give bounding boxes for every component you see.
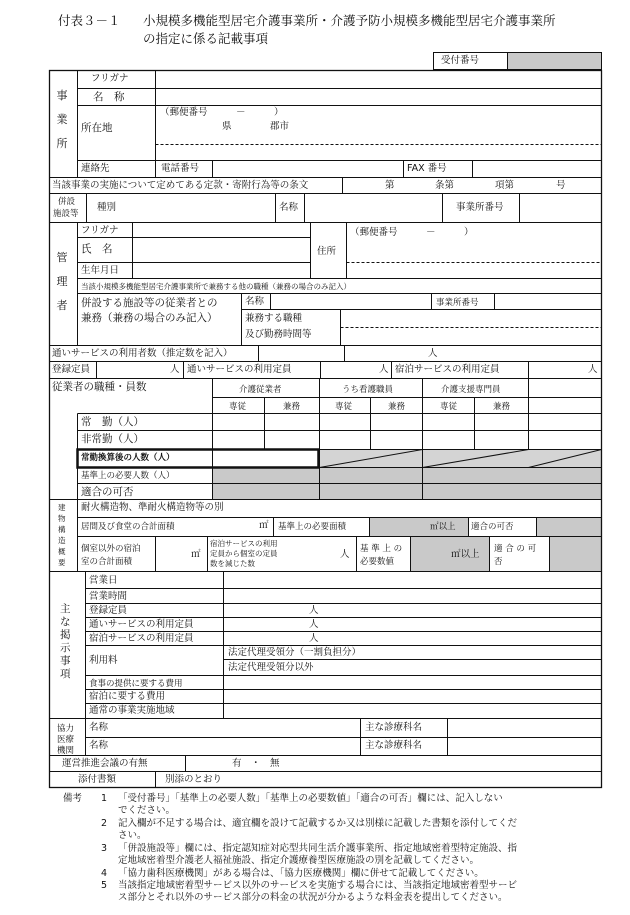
teikan-label: 当該事業の実施について定めてある定款・寄附行為等の条文 xyxy=(52,180,309,191)
kanrisha-side-label: 管理者 xyxy=(56,251,68,312)
heisetsu-side-1: 併設 xyxy=(58,197,76,207)
non-private-room-area-2: 室の合計面積 xyxy=(81,557,133,567)
jigyosho-furigana: フリガナ xyxy=(91,73,129,84)
tsuusho-user-count-label: 通いサービスの利用者数（推定数を記入） xyxy=(52,348,233,359)
main-item-business-days: 営業日 xyxy=(89,575,118,586)
kanrisha-address-label: 住所 xyxy=(317,246,337,257)
main-item-stay-cost: 宿泊に要する費用 xyxy=(89,691,166,702)
main-item-registered-unit: 人 xyxy=(309,605,319,616)
coop-name-label-1: 名称 xyxy=(89,722,109,733)
staff-sub-header: 兼務 xyxy=(388,402,406,412)
kanrisha-name-label: 氏 名 xyxy=(81,243,113,255)
main-item-shukuhaku-unit: 人 xyxy=(309,633,319,644)
living-dining-area-unit: ㎡ xyxy=(259,520,269,531)
staff-header-caregiver: 介護従業者 xyxy=(239,385,282,395)
kanrisha-postal: （郵便番号 － ） xyxy=(350,227,474,238)
form-number: 付表３－１ xyxy=(58,13,121,28)
reduced-capacity-1: 宿泊サービスの利用 xyxy=(210,539,278,548)
kanrisha-kenmu-number: 事業所番号 xyxy=(436,298,479,308)
note-number: 2 xyxy=(101,818,108,829)
note-text-cont: でください。 xyxy=(118,805,176,816)
non-private-room-area-unit: ㎡ xyxy=(191,549,201,560)
heisetsu-kind-label: 種別 xyxy=(97,202,117,213)
reduced-capacity-unit: 人 xyxy=(340,549,350,560)
non-private-room-area-1: 個室以外の宿泊 xyxy=(81,544,141,554)
staff-table-label: 従業者の職種・員数 xyxy=(52,381,147,393)
staff-row-fulltime: 常 勤（人） xyxy=(81,416,144,428)
staff-sub-header: 専従 xyxy=(229,402,247,412)
reduced-capacity-3: 数を減じた数 xyxy=(210,559,255,568)
registered-capacity-label: 登録定員 xyxy=(52,364,91,375)
jigyosho-fax-label: FAX 番号 xyxy=(407,163,447,174)
note-text: 「受付番号」「基準上の必要人数」「基準上の必要数値」「適合の可否」欄には、記入しない xyxy=(118,793,503,804)
teikan-go: 号 xyxy=(556,180,566,191)
value-fit-label-2: 否 xyxy=(494,557,503,567)
std-value-label-1: 基 準 上 の xyxy=(360,544,403,554)
main-item-tsuusho-unit: 人 xyxy=(309,619,319,630)
form-title-line1: 小規模多機能型居宅介護事業所・介護予防小規模多機能型居宅介護事業所 xyxy=(143,13,556,28)
kanrisha-furigana: フリガナ xyxy=(81,225,119,236)
teikan-jo: 条第 xyxy=(435,180,455,191)
main-item-shukuhaku-capacity: 宿泊サービスの利用定員 xyxy=(89,633,194,644)
staff-sub-header: 専従 xyxy=(440,402,458,412)
jigyosho-postal: （郵便番号 － ） xyxy=(160,107,284,118)
staff-sub-header: 兼務 xyxy=(493,402,511,412)
note-number: 1 xyxy=(101,793,108,804)
jigyosho-side-label: 事業所 xyxy=(56,89,68,150)
meeting-label: 運営推進会議の有無 xyxy=(62,758,148,769)
staff-sub-header: 兼務 xyxy=(283,402,301,412)
reduced-capacity-2: 定員から個室の定員 xyxy=(210,549,278,558)
tsuusho-capacity-label: 通いサービスの利用定員 xyxy=(187,364,292,375)
shukuhaku-capacity-unit: 人 xyxy=(588,364,598,375)
receipt-number-label: 受付番号 xyxy=(441,55,480,66)
coop-side-2: 医療 xyxy=(57,735,75,745)
required-area-unit: ㎡以上 xyxy=(430,522,456,532)
jigyosho-pref: 県 xyxy=(222,121,232,132)
note-number: 4 xyxy=(101,868,108,879)
jigyosho-phone-label: 電話番号 xyxy=(161,163,200,174)
teikan-ko: 項第 xyxy=(495,180,515,191)
main-item-fee-proxy: 法定代理受領分（一割負担分） xyxy=(228,647,362,658)
registered-capacity-unit: 人 xyxy=(170,364,180,375)
kanrisha-kenmu-2: 兼務（兼務の場合のみ記入） xyxy=(81,312,218,324)
std-value-unit: ㎡以上 xyxy=(451,549,480,560)
form-title-line2: の指定に係る記載事項 xyxy=(143,31,269,46)
note-text-cont: さい。 xyxy=(118,830,147,841)
note-text: 記入欄が不足する場合は、適宜欄を設けて記載するか又は別様に記載した書類を添付してくだ xyxy=(118,818,518,829)
building-side-label: 建物構造概要 xyxy=(58,503,66,567)
heisetsu-number-label: 事業所番号 xyxy=(456,202,504,213)
staff-header-care-manager: 介護支援専門員 xyxy=(441,385,501,395)
staff-sub-header: 専従 xyxy=(335,402,353,412)
main-item-fee-other: 法定代理受領分以外 xyxy=(228,662,314,673)
heisetsu-side-2: 施設等 xyxy=(53,209,79,219)
tsuusho-capacity-unit: 人 xyxy=(379,364,389,375)
note-number: 3 xyxy=(101,843,108,854)
kanrisha-kenmu-1: 併設する施設等の従業者との xyxy=(81,297,218,309)
coop-dept-label-1: 主な診療科名 xyxy=(365,722,423,733)
attachment-value: 別添のとおり xyxy=(165,774,223,785)
staff-header-nurse: うち看護職員 xyxy=(342,385,394,395)
note-text: 「協力歯科医療機関」がある場合は、「協力医療機関」欄に併せて記載してください。 xyxy=(118,868,484,879)
main-item-tsuusho-capacity: 通いサービスの利用定員 xyxy=(89,619,194,630)
living-dining-area-label: 居間及び食堂の合計面積 xyxy=(81,522,175,532)
main-item-meal-cost: 食事の提供に要する費用 xyxy=(89,679,183,689)
main-item-business-hours: 営業時間 xyxy=(89,591,128,602)
note-number: 5 xyxy=(101,880,108,891)
kanrisha-kenmu-duty-1: 兼務する職種 xyxy=(245,313,303,324)
kanrisha-birth-label: 生年月日 xyxy=(81,265,120,276)
staff-row-fte: 常勤換算後の人数（人） xyxy=(81,453,175,463)
std-value-label-2: 必要数値 xyxy=(360,557,395,567)
jigyosho-contact-label: 連絡先 xyxy=(81,163,110,174)
staff-row-parttime: 非常勤（人） xyxy=(81,433,144,445)
coop-name-label-2: 名称 xyxy=(89,740,109,751)
kanrisha-other-duty: 当該小規模多機能型居宅介護事業所で兼務する他の職種（兼務の場合のみ記入） xyxy=(81,282,351,291)
value-fit-label-1: 適 合 の 可 xyxy=(494,544,537,554)
coop-side-3: 機関 xyxy=(57,746,75,756)
attachment-label: 添付書類 xyxy=(78,774,117,785)
coop-side-1: 協力 xyxy=(57,724,75,734)
main-items-side-label: 主な掲示事項 xyxy=(60,603,71,680)
note-text: 当該指定地域密着型サービス以外のサービスを実施する場合には、当該指定地域密着型サービ xyxy=(118,880,518,891)
teikan-dai: 第 xyxy=(385,180,395,191)
area-fit-label: 適合の可否 xyxy=(471,522,514,532)
meeting-value: 有 ・ 無 xyxy=(232,758,280,769)
main-item-fee: 利用料 xyxy=(89,655,118,666)
coop-dept-label-2: 主な診療科名 xyxy=(365,740,423,751)
building-structure-label: 耐火構造物、準耐火構造物等の別 xyxy=(81,502,224,513)
note-text-cont: ス部分とそれ以外のサービス部分の料金の状況が分かるような料金表を提出してください。 xyxy=(118,892,508,903)
note-text: 「併設施設等」欄には、指定認知症対応型共同生活介護事業所、指定地域密着型特定施設、指 xyxy=(118,843,518,854)
notes-label: 備考 xyxy=(63,793,83,804)
staff-row-fit: 適合の可否 xyxy=(81,486,134,498)
jigyosho-name-label: 名 称 xyxy=(93,91,125,103)
kanrisha-kenmu-duty-2: 及び勤務時間等 xyxy=(245,329,312,340)
kanrisha-kenmu-name: 名称 xyxy=(245,296,265,307)
shukuhaku-capacity-label: 宿泊サービスの利用定員 xyxy=(395,364,500,375)
main-item-registered-capacity: 登録定員 xyxy=(89,605,128,616)
note-text-cont: 定地域密着型介護老人福祉施設、指定介護療養型医療施設の別を記載してください。 xyxy=(118,855,480,866)
tsuusho-user-count-unit: 人 xyxy=(428,348,438,359)
required-area-label: 基準上の必要面積 xyxy=(278,522,347,532)
jigyosho-address-label: 所在地 xyxy=(81,122,113,134)
staff-row-required: 基準上の必要人数（人） xyxy=(81,471,175,481)
main-item-service-area: 通常の事業実施地域 xyxy=(89,705,175,716)
jigyosho-city: 郡市 xyxy=(270,121,290,132)
heisetsu-name-label: 名称 xyxy=(279,202,299,213)
